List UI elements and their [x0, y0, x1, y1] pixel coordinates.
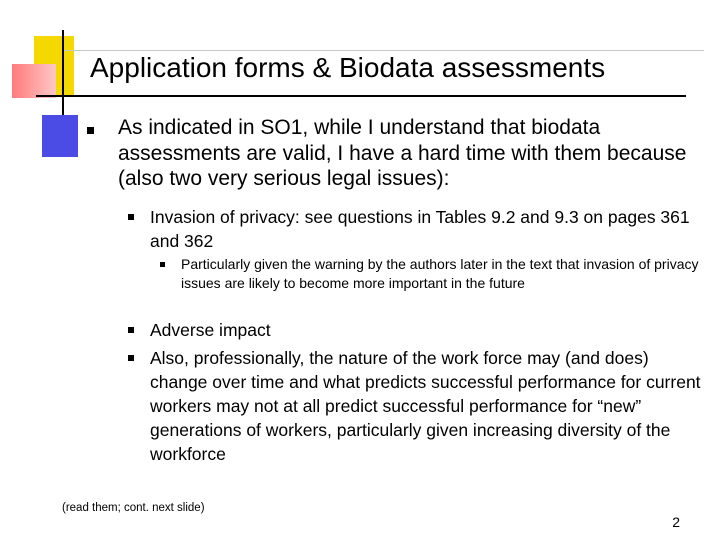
- square-bullet-icon: [160, 262, 165, 267]
- decorative-red-square: [12, 64, 56, 98]
- square-bullet-icon: [128, 327, 134, 333]
- decorative-blue-square: [42, 115, 78, 157]
- title-underline: [36, 95, 686, 97]
- decorative-vertical-line: [62, 30, 64, 115]
- sub-bullet-adverse-impact: Adverse impact: [150, 320, 271, 340]
- sub-bullet-workforce: Also, professionally, the nature of the work force may (and does) change over time and what predicts successful performance for current workers may not at all predict successful performance for “new” generations of workers, particularly given increasing diversity of the workforce: [150, 348, 701, 464]
- footnote: (read them; cont. next slide): [62, 502, 205, 514]
- sub-sub-bullet-warning: Particularly given the warning by the authors later in the text that invasion of privacy issues are likely to become more important in the future: [181, 256, 699, 291]
- page-number: 2: [672, 514, 680, 530]
- main-bullet-text: As indicated in SO1, while I understand that biodata assessments are valid, I have a hard time with them because (also two very serious legal issues):: [118, 116, 687, 190]
- square-bullet-icon: [128, 355, 134, 361]
- square-bullet-icon: [87, 127, 94, 134]
- slide-title: Application forms & Biodata assessments: [90, 52, 606, 83]
- square-bullet-icon: [128, 214, 134, 220]
- sub-bullet-privacy: Invasion of privacy: see questions in Tables 9.2 and 9.3 on pages 361 and 362: [150, 207, 690, 251]
